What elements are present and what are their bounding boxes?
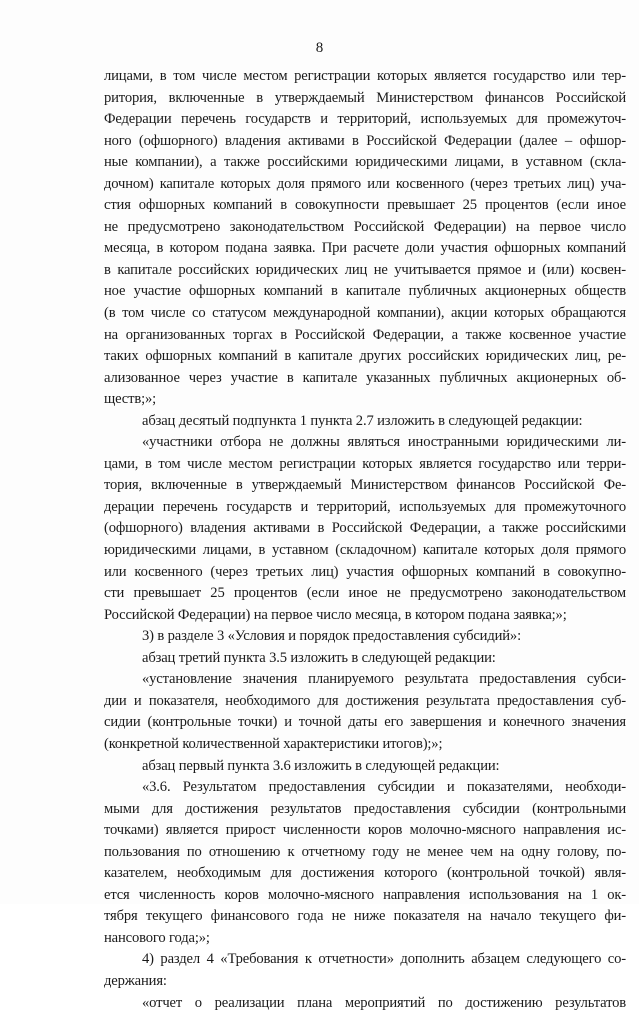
text-line: абзац третий пункта 3.5 изложить в следующей редакции: — [142, 649, 496, 666]
text-line: держания: — [104, 972, 167, 989]
text-line: ное участие офшорных компаний в капитале публичных акционерных обществ — [104, 283, 626, 300]
text-line: в капитале российских юридических лиц не учитывается прямое и (или) косвен- — [104, 261, 626, 278]
text-line: абзац первый пункта 3.6 изложить в следующей редакции: — [142, 757, 500, 774]
text-line: (в том числе со статусом международной компании), акции которых обращаются — [104, 305, 626, 322]
text-line: дерации перечень государств и территорий, используемых для промежуточного — [104, 498, 626, 515]
text-line: (конкретной количественной характеристики итогов);»; — [104, 735, 443, 752]
text-line: казателем, необходимым для достижения которого (контрольной точкой) явля- — [104, 865, 626, 882]
text-line: Федерации перечень государств и территорий, используемых для промежуточ- — [104, 111, 626, 128]
text-line: сти превышает 25 процентов (если иное не предусмотрено законодательством — [104, 585, 626, 602]
text-line: не предусмотрено законодательством Российской Федерации) на первое число — [104, 218, 626, 235]
page-number: 8 — [315, 40, 324, 56]
document-body — [104, 66, 626, 1014]
text-line: ществ;»; — [104, 391, 157, 408]
text-line: (офшорного) владения активами в Российской Федерации, а также российскими — [104, 520, 626, 537]
text-line: точками) является прирост численности коров молочно-мясного направления ис- — [104, 822, 626, 839]
text-line: ритория, включенные в утверждаемый Министерством финансов Российской — [104, 89, 626, 106]
text-line: «отчет о реализации плана мероприятий по достижению результатов — [142, 994, 626, 1011]
text-line: «3.6. Результатом предоставления субсидии и показателями, необходи- — [142, 779, 626, 796]
text-line: таких офшорных компаний в капитале других российских юридических лиц, ре- — [104, 348, 626, 365]
text-line: ется численность коров молочно-мясного направления использования на 1 ок- — [104, 886, 626, 903]
text-line: абзац десятый подпункта 1 пункта 2.7 изложить в следующей редакции: — [142, 412, 583, 429]
text-line: месяца, в котором подана заявка. При расчете доли участия офшорных компаний — [104, 240, 626, 257]
text-line: сидии (контрольные точки) и точной даты его завершения и конечного значения — [104, 714, 626, 731]
text-line: пользования по отношению к отчетному году не менее чем на одну голову, по- — [104, 843, 626, 860]
text-line: на организованных торгах в Российской Федерации, а также косвенное участие — [104, 326, 626, 343]
text-line: стия офшорных компаний в совокупности превышает 25 процентов (если иное — [104, 197, 626, 214]
text-line: юридическими лицами, в уставном (складочном) капитале которых доля прямого — [104, 542, 626, 559]
text-line: лицами, в том числе местом регистрации которых является государство или тер- — [104, 68, 626, 84]
text-line: «установление значения планируемого результата предоставления субси- — [142, 671, 626, 688]
text-line: ного (офшорного) владения активами в Российской Федерации (далее – офшор- — [104, 132, 626, 149]
text-line: тября текущего финансового года не ниже показателя на начало текущего фи- — [104, 908, 626, 925]
text-line: мыми для достижения результатов предоставления субсидии (контрольными — [104, 800, 626, 817]
text-line: Российской Федерации) на первое число месяца, в котором подана заявка;»; — [104, 606, 567, 623]
text-line: или косвенного (через третьих лиц) участия офшорных компаний в совокупно- — [104, 563, 626, 580]
text-line: 3) в разделе 3 «Условия и порядок предоставления субсидий»: — [142, 628, 521, 645]
text-line: 4) раздел 4 «Требования к отчетности» дополнить абзацем следующего со- — [142, 951, 626, 968]
text-line: нансового года;»; — [104, 929, 210, 946]
text-line: дии и показателя, необходимого для достижения результата предоставления суб- — [104, 692, 626, 709]
text-line: дочном) капитале которых доля прямого или косвенного (через третьих лиц) уча- — [104, 175, 626, 192]
text-line: ализованное через участие в капитале указанных публичных акционерных об- — [104, 369, 626, 386]
text-line: тория, включенные в утверждаемый Министерством финансов Российской Фе- — [104, 477, 626, 494]
text-line: ные компании), а также российскими юридическими лицами, в уставном (скла- — [104, 154, 626, 171]
text-line: цами, в том числе местом регистрации которых является государство или терри- — [104, 455, 626, 472]
text-line: «участники отбора не должны являться иностранными юридическими ли- — [142, 434, 626, 451]
